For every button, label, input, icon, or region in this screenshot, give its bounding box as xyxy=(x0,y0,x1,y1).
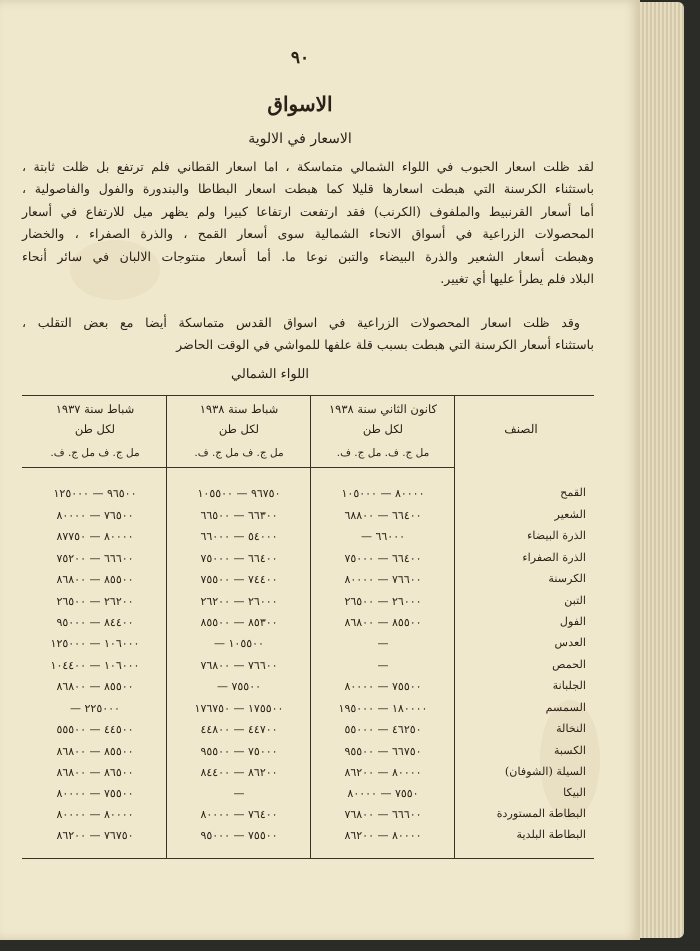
price-cell: ٩٦٥٠٠ — ١٢٥٠٠٠ xyxy=(53,487,137,500)
section-subtitle: الاسعار في الالوية xyxy=(248,131,352,147)
price-cell: ٤٤٥٠٠ — ٥٥٥٠٠ xyxy=(56,723,134,736)
table-caption: اللواء الشمالي xyxy=(231,367,309,382)
section-title: الاسواق xyxy=(267,92,333,116)
price-cell: ٦٦٦٠٠ — ٧٥٢٠٠ xyxy=(56,552,134,565)
price-cell: ١٠٦٠٠٠ — ١٢٥٠٠٠ xyxy=(50,637,140,650)
table-top-rule xyxy=(22,395,594,396)
price-cell: ٨٥٥٠٠ — ٨٦٨٠٠ xyxy=(56,573,134,586)
header-period: كانون الثاني سنة ١٩٣٨ xyxy=(329,402,437,416)
table-row-item: الجلبانة xyxy=(552,679,586,692)
price-cell: ٢٦٠٠٠ — ٢٦٥٠٠ xyxy=(344,595,422,608)
table-row-item: السمسم xyxy=(545,701,586,714)
table-bottom-rule xyxy=(22,858,594,859)
price-cell: ٦٦٦٠٠ — ٧٦٨٠٠ xyxy=(344,808,422,821)
table-row-item: السيلة (الشوفان) xyxy=(504,765,586,778)
price-cell: ٧٥٥٠ — ٨٠٠٠٠ xyxy=(347,787,419,800)
table-row-item: الشعير xyxy=(554,508,586,521)
header-period: شباط سنة ١٩٣٧ xyxy=(55,402,135,416)
header-unit: لكل طن xyxy=(218,422,260,436)
price-cell: — xyxy=(377,659,389,672)
table-row-item: التبن xyxy=(564,594,586,607)
price-cell: ٩٦٧٥٠ — ١٠٥٥٠٠ xyxy=(197,487,281,500)
price-cell: ٨٠٠٠٠ — ٨٦٢٠٠ xyxy=(344,766,422,779)
table-row-item: الكسبة xyxy=(553,744,586,757)
paragraph-line: أما أسعار القرنبيط والملفوف (الكرنب) فقد ارتفعت ارتفاعا كبيرا ولم يظهر ميل للارتفاع في أسعار xyxy=(22,203,594,219)
price-cell: ٧٦٦٠٠ — ٧٦٨٠٠ xyxy=(200,659,278,672)
column-divider xyxy=(310,396,311,858)
price-cell: ٥٤٠٠٠ — ٦٦٠٠٠ xyxy=(200,530,278,543)
price-cell: ١٠٦٠٠٠ — ١٠٤٤٠٠ xyxy=(50,659,140,672)
header-currency: مل ج. ف مل ج. ف. xyxy=(194,447,284,459)
price-cell: ٨٦٢٠٠ — ٨٤٤٠٠ xyxy=(200,766,278,779)
price-cell: ٧٥٥٠٠ — ٨٠٠٠٠ xyxy=(56,787,134,800)
table-row-item: الذرة الصفراء xyxy=(522,551,586,564)
paragraph-2 xyxy=(22,312,594,357)
price-cell: ٨٥٥٠٠ — ٨٦٨٠٠ xyxy=(56,680,134,693)
price-cell: ٦٦٣٠٠ — ٦٦٥٠٠ xyxy=(200,509,278,522)
header-unit: لكل طن xyxy=(74,422,116,436)
price-cell: ٧٥٠٠٠ — ٩٥٥٠٠ xyxy=(200,745,278,758)
paragraph-line: وهبطت أسعار الشعير والذرة البيضاء والتبن نوعا ما. أما أسعار منتوجات الالبان في سائر أنحاء xyxy=(22,248,594,264)
price-cell: ٨٥٥٠٠ — ٨٦٨٠٠ xyxy=(56,745,134,758)
price-cell: ٦٦٤٠٠ — ٧٥٠٠٠ xyxy=(200,552,278,565)
table-row-item: القمح xyxy=(560,486,586,499)
paragraph-line: باستثناء الكرسنة التي هبطت اسعارها قليلا كما هبطت اسعار البطاطا والبندورة والفول والفاصولية ، xyxy=(22,181,594,197)
price-cell: ٢٦٢٠٠ — ٢٦٥٠٠ xyxy=(56,595,134,608)
price-cell: ٧٥٥٠٠ — ٩٥٠٠٠ xyxy=(200,829,278,842)
price-cell: ١٧٥٥٠٠ — ١٧٦٧٥٠ xyxy=(194,702,284,715)
price-cell: ١٨٠٠٠٠ — ١٩٥٠٠٠ xyxy=(338,702,428,715)
header-currency: مل ج. ف مل ج. ف. xyxy=(50,447,140,459)
price-cell: ٦٦٤٠٠ — ٦٨٨٠٠ xyxy=(344,509,422,522)
price-cell: ٢٦٠٠٠ — ٢٦٢٠٠ xyxy=(200,595,278,608)
table-row-item: النخالة xyxy=(556,722,586,735)
price-cell: — xyxy=(377,637,389,650)
column-divider xyxy=(166,396,167,858)
price-cell: ٧٦٧٥٠ — ٨٦٢٠٠ xyxy=(56,829,134,842)
table-row-item: الذرة البيضاء xyxy=(527,529,586,542)
price-cell: ٨٦٥٠٠ — ٨٦٨٠٠ xyxy=(56,766,134,779)
price-cell: ٨٠٠٠٠ — ٨٠٠٠٠ xyxy=(56,808,134,821)
table-row-item: الفول xyxy=(559,615,586,628)
paper-stain xyxy=(540,700,600,820)
price-cell: ٦٦٧٥٠ — ٩٥٥٠٠ xyxy=(344,745,422,758)
price-cell: ٨٠٠٠٠ — ٨٧٧٥٠ xyxy=(56,530,134,543)
price-cell: ٧٥٥٠٠ — xyxy=(216,680,262,693)
column-divider xyxy=(454,396,455,858)
price-cell: ٧٦٥٠٠ — ٨٠٠٠٠ xyxy=(56,509,134,522)
price-cell: ٧٤٤٠٠ — ٧٥٥٠٠ xyxy=(200,573,278,586)
price-cell: ٤٤٧٠٠ — ٤٤٨٠٠ xyxy=(200,723,278,736)
paragraph-line: البلاد فلم يطرأ عليها أي تغيير. xyxy=(440,271,594,287)
header-rule xyxy=(22,467,454,468)
table-row-item: الحمص xyxy=(552,658,586,671)
table-row-item: البيكا xyxy=(563,786,586,799)
paragraph-line: لقد ظلت اسعار الحبوب في اللواء الشمالي متماسكة ، اما اسعار القطاني فلم ترتفع بل ظلت ثابتة ، xyxy=(22,159,594,174)
price-cell: ٨٤٤٠٠ — ٩٥٠٠٠ xyxy=(56,616,134,629)
price-cell: ٨٠٠٠٠ — ١٠٥٠٠٠ xyxy=(341,487,425,500)
price-cell: — xyxy=(233,787,245,800)
price-cell: ٨٥٥٠٠ — ٨٦٨٠٠ xyxy=(344,616,422,629)
price-cell: ٦٦٤٠٠ — ٧٥٠٠٠ xyxy=(344,552,422,565)
table-row-item: البطاطة البلدية xyxy=(516,828,586,841)
price-cell: ٦٦٠٠٠ — xyxy=(360,530,406,543)
price-cell: ٤٦٢٥٠ — ٥٥٠٠٠ xyxy=(344,723,422,736)
paragraph-line: المحصولات الزراعية في أسواق الانحاء الشمالية سوى أسعار القمح ، والذرة الصفراء ، والخضار xyxy=(22,226,594,242)
header-period: شباط سنة ١٩٣٨ xyxy=(199,402,279,416)
table-row-item: البطاطة المستوردة xyxy=(496,807,586,820)
price-cell: ٧٥٥٠٠ — ٨٠٠٠٠ xyxy=(344,680,422,693)
table-row-item: العدس xyxy=(554,636,586,649)
price-cell: ٨٠٠٠٠ — ٨٦٢٠٠ xyxy=(344,829,422,842)
price-cell: ٢٢٥٠٠٠ — xyxy=(70,702,120,715)
price-cell: ١٠٥٥٠٠ — xyxy=(214,637,264,650)
page-number: ٩٠ xyxy=(290,48,310,68)
price-cell: ٧٦٤٠٠ — ٨٠٠٠٠ xyxy=(200,808,278,821)
price-cell: ٨٥٣٠٠ — ٨٥٥٠٠ xyxy=(200,616,278,629)
price-cell: ٧٦٦٠٠ — ٨٠٠٠٠ xyxy=(344,573,422,586)
table-row-item: الكرسنة xyxy=(548,572,586,585)
header-item: الصنف xyxy=(504,422,538,436)
paragraph-1 xyxy=(22,156,594,290)
header-currency: مل ج. ف. مل ج. ف. xyxy=(336,447,430,459)
paragraph-line: باستثناء أسعار الكرسنة التي هبطت بسبب قلة علفها للمواشي في الوقت الحاضر xyxy=(176,337,594,353)
header-unit: لكل طن xyxy=(362,422,404,436)
paragraph-line: وقد ظلت اسعار المحصولات الزراعية في اسواق القدس متماسكة أيضا مع بعض التقلب ، xyxy=(22,315,580,330)
